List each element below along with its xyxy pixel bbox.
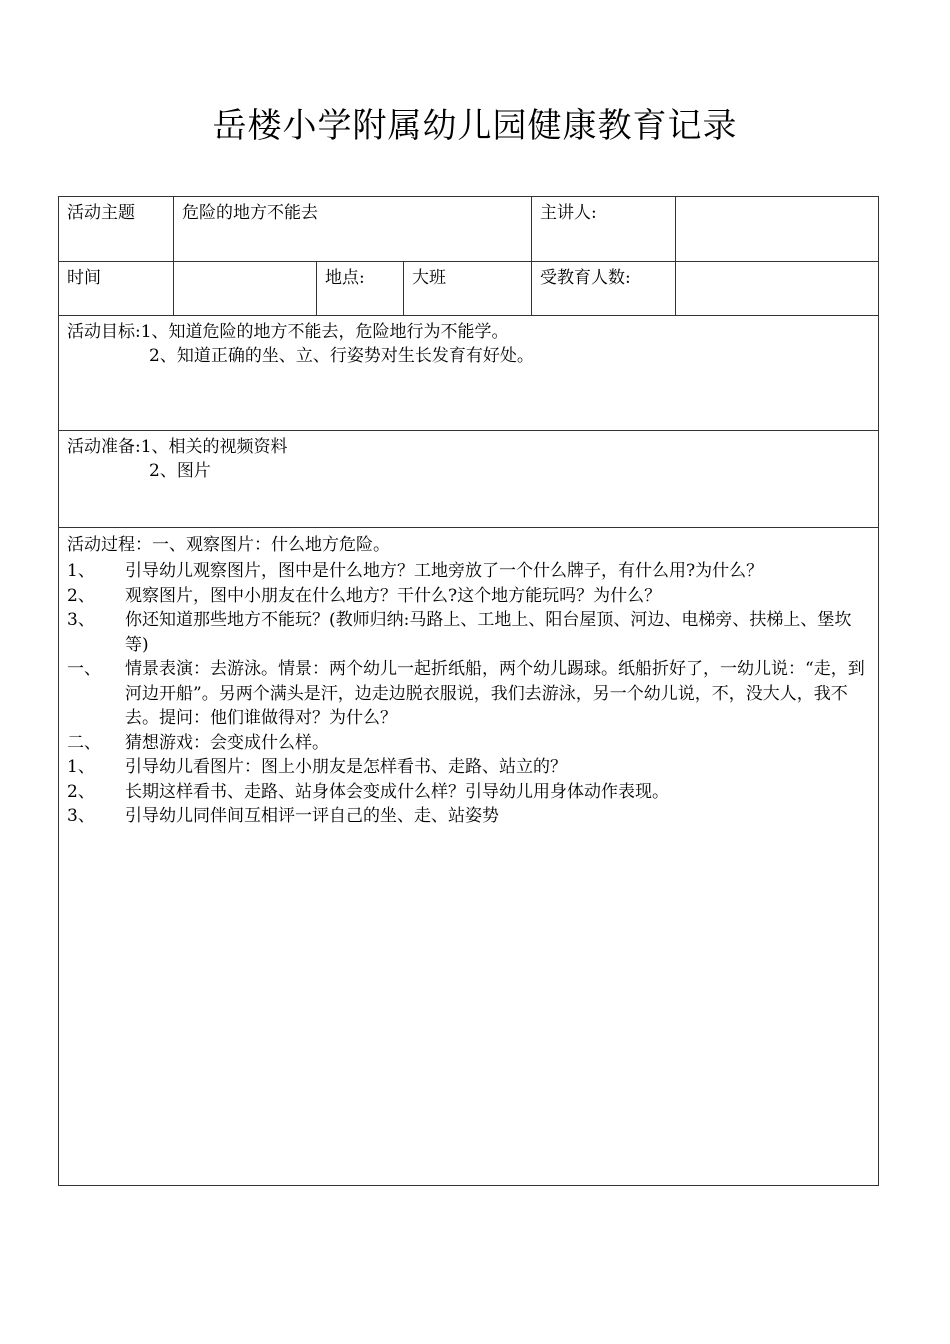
process-item-text: 引导幼儿看图片：图上小朋友是怎样看书、走路、站立的？ bbox=[125, 757, 567, 777]
process-item bbox=[67, 755, 870, 780]
process-item bbox=[67, 731, 870, 756]
process-cell bbox=[59, 528, 879, 1186]
process-item bbox=[67, 584, 870, 609]
process-item bbox=[67, 657, 870, 731]
process-item-text: 你还知道那些地方不能玩？(教师归纳:马路上、工地上、阳台屋顶、河边、电梯旁、扶梯上、堡坎等) bbox=[125, 610, 852, 655]
count-label: 受教育人数: bbox=[532, 262, 676, 316]
process-item-number: 3、 bbox=[67, 806, 95, 826]
prep-cell bbox=[59, 431, 879, 528]
count-value bbox=[676, 262, 879, 316]
process-item bbox=[67, 559, 870, 584]
place-label: 地点: bbox=[317, 262, 404, 316]
process-item-text: 情景表演：去游泳。情景：两个幼儿一起折纸船，两个幼儿踢球。纸船折好了，一幼儿说：“走，到河边开船”。另两个满头是汗，边走边脱衣服说，我们去游泳，另一个幼儿说，不，没大人，我不去。提问：他们谁做得对？为什么？ bbox=[125, 659, 865, 728]
speaker-value bbox=[676, 197, 879, 262]
process-item bbox=[67, 780, 870, 805]
document-title: 岳楼小学附属幼儿园健康教育记录 bbox=[212, 106, 738, 146]
process-item-number: 二、 bbox=[67, 732, 101, 753]
process-item-number: 1、 bbox=[67, 757, 95, 777]
process-item bbox=[67, 804, 870, 829]
process-item-number: 1、 bbox=[67, 561, 95, 581]
process-list bbox=[67, 559, 870, 829]
theme-label: 活动主题 bbox=[59, 197, 174, 262]
process-item-number: 2、 bbox=[67, 781, 95, 802]
time-value bbox=[174, 262, 317, 316]
process-item-number: 一、 bbox=[67, 659, 101, 679]
process-item-text: 引导幼儿观察图片，图中是什么地方？工地旁放了一个什么牌子，有什么用?为什么？ bbox=[125, 561, 764, 581]
process-item-text: 长期这样看书、走路、站身体会变成什么样？引导幼儿用身体动作表现。 bbox=[125, 781, 669, 802]
record-table bbox=[58, 196, 879, 1186]
process-item-text: 猜想游戏：会变成什么样。 bbox=[125, 732, 329, 753]
speaker-label: 主讲人: bbox=[532, 197, 676, 262]
place-value: 大班 bbox=[404, 262, 532, 316]
process-item bbox=[67, 608, 870, 657]
process-item-text: 观察图片，图中小朋友在什么地方？干什么?这个地方能玩吗？为什么？ bbox=[125, 585, 662, 606]
theme-value: 危险的地方不能去 bbox=[174, 197, 532, 262]
process-item-number: 2、 bbox=[67, 585, 95, 606]
goal-line-1: 活动目标:1、知道危险的地方不能去，危险地行为不能学。 bbox=[67, 322, 509, 342]
process-item-text: 引导幼儿同伴间互相评一评自己的坐、走、站姿势 bbox=[125, 806, 499, 826]
prep-line-1: 活动准备:1、相关的视频资料 bbox=[67, 437, 288, 457]
process-item-number: 3、 bbox=[67, 610, 95, 630]
goal-line-2: 2、知道正确的坐、立、行姿势对生长发育有好处。 bbox=[149, 346, 534, 366]
process-heading: 活动过程：一、观察图片：什么地方危险。 bbox=[67, 535, 390, 555]
time-label: 时间 bbox=[59, 262, 174, 316]
prep-line-2: 2、图片 bbox=[149, 461, 211, 481]
goals-cell bbox=[59, 316, 879, 431]
